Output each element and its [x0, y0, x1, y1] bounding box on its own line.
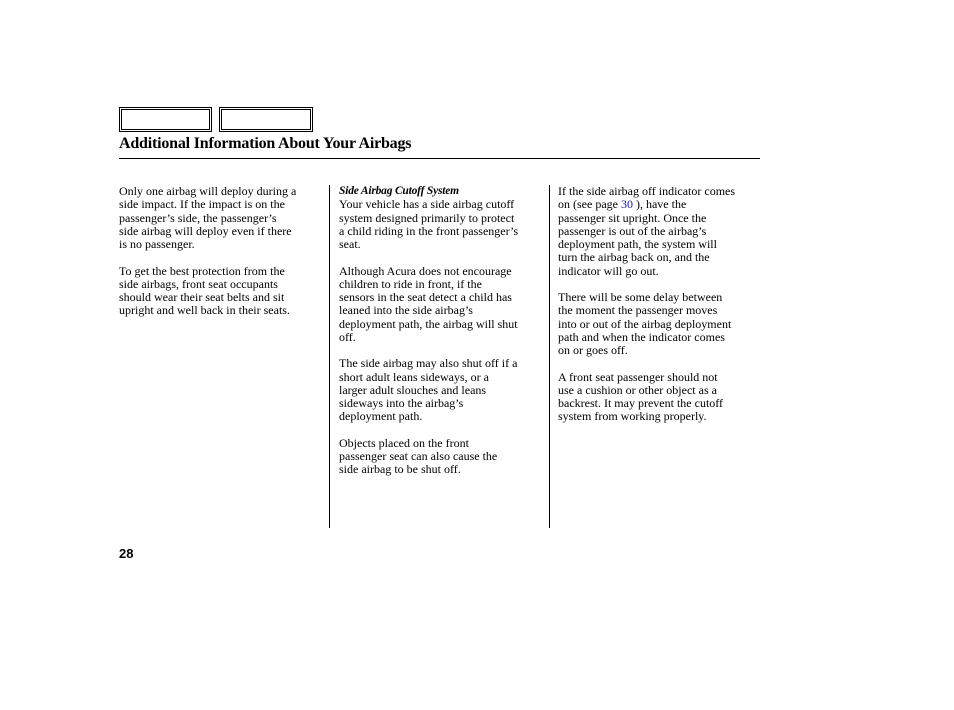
paragraph: Your vehicle has a side airbag cutoff system designed primarily to protect a child riding in the front passenger’s seat.	[339, 197, 519, 251]
column-divider	[549, 185, 550, 528]
section-heading: Side Airbag Cutoff System	[339, 185, 459, 197]
text-column-2	[339, 185, 544, 490]
paragraph: There will be some delay between the moment the passenger moves into or out of the airbag deployment path and when the indicator comes on or goes off.	[558, 290, 732, 357]
paragraph: Only one airbag will deploy during a side impact. If the impact is on the passenger’s side, the passenger’s side airbag will deploy even if there is no passenger.	[119, 184, 297, 251]
paragraph: To get the best protection from the side airbags, front seat occupants should wear their seat belts and sit upright and well back in their seats.	[119, 263, 290, 318]
paragraph: Although Acura does not encourage children to ride in front, if the sensors in the seat detect a child has leaned into the side airbag’s deployment path, the airbag will shut off.	[339, 263, 518, 344]
text-column-3	[558, 185, 763, 437]
column-divider	[329, 185, 330, 528]
nav-button-previous[interactable]	[119, 107, 212, 132]
paragraph: Objects placed on the front passenger seat can also cause the side airbag to be shut off.	[339, 435, 498, 477]
page-reference-link[interactable]: 30	[620, 197, 633, 212]
title-divider	[119, 158, 760, 159]
text-column-1	[119, 185, 317, 331]
paragraph	[558, 185, 763, 278]
page-number: 28	[119, 546, 134, 561]
paragraph: A front seat passenger should not use a cushion or other object as a backrest. It may prevent the cutoff system from working properly.	[558, 369, 724, 424]
paragraph: The side airbag may also shut off if a short adult leans sideways, or a larger adult slouches and leans sideways into the airbag’s deployment path.	[339, 356, 518, 424]
nav-button-next[interactable]	[219, 107, 313, 132]
paragraph-text: ), have the passenger sit upright. Once the passenger is out of the airbag’s deployment path, the system will turn the airbag back on, and the indicator will go out.	[558, 197, 717, 278]
paragraph-text: If the side airbag off indicator comes on (see page	[558, 184, 736, 212]
page-title: Additional Information About Your Airbags	[119, 135, 412, 152]
